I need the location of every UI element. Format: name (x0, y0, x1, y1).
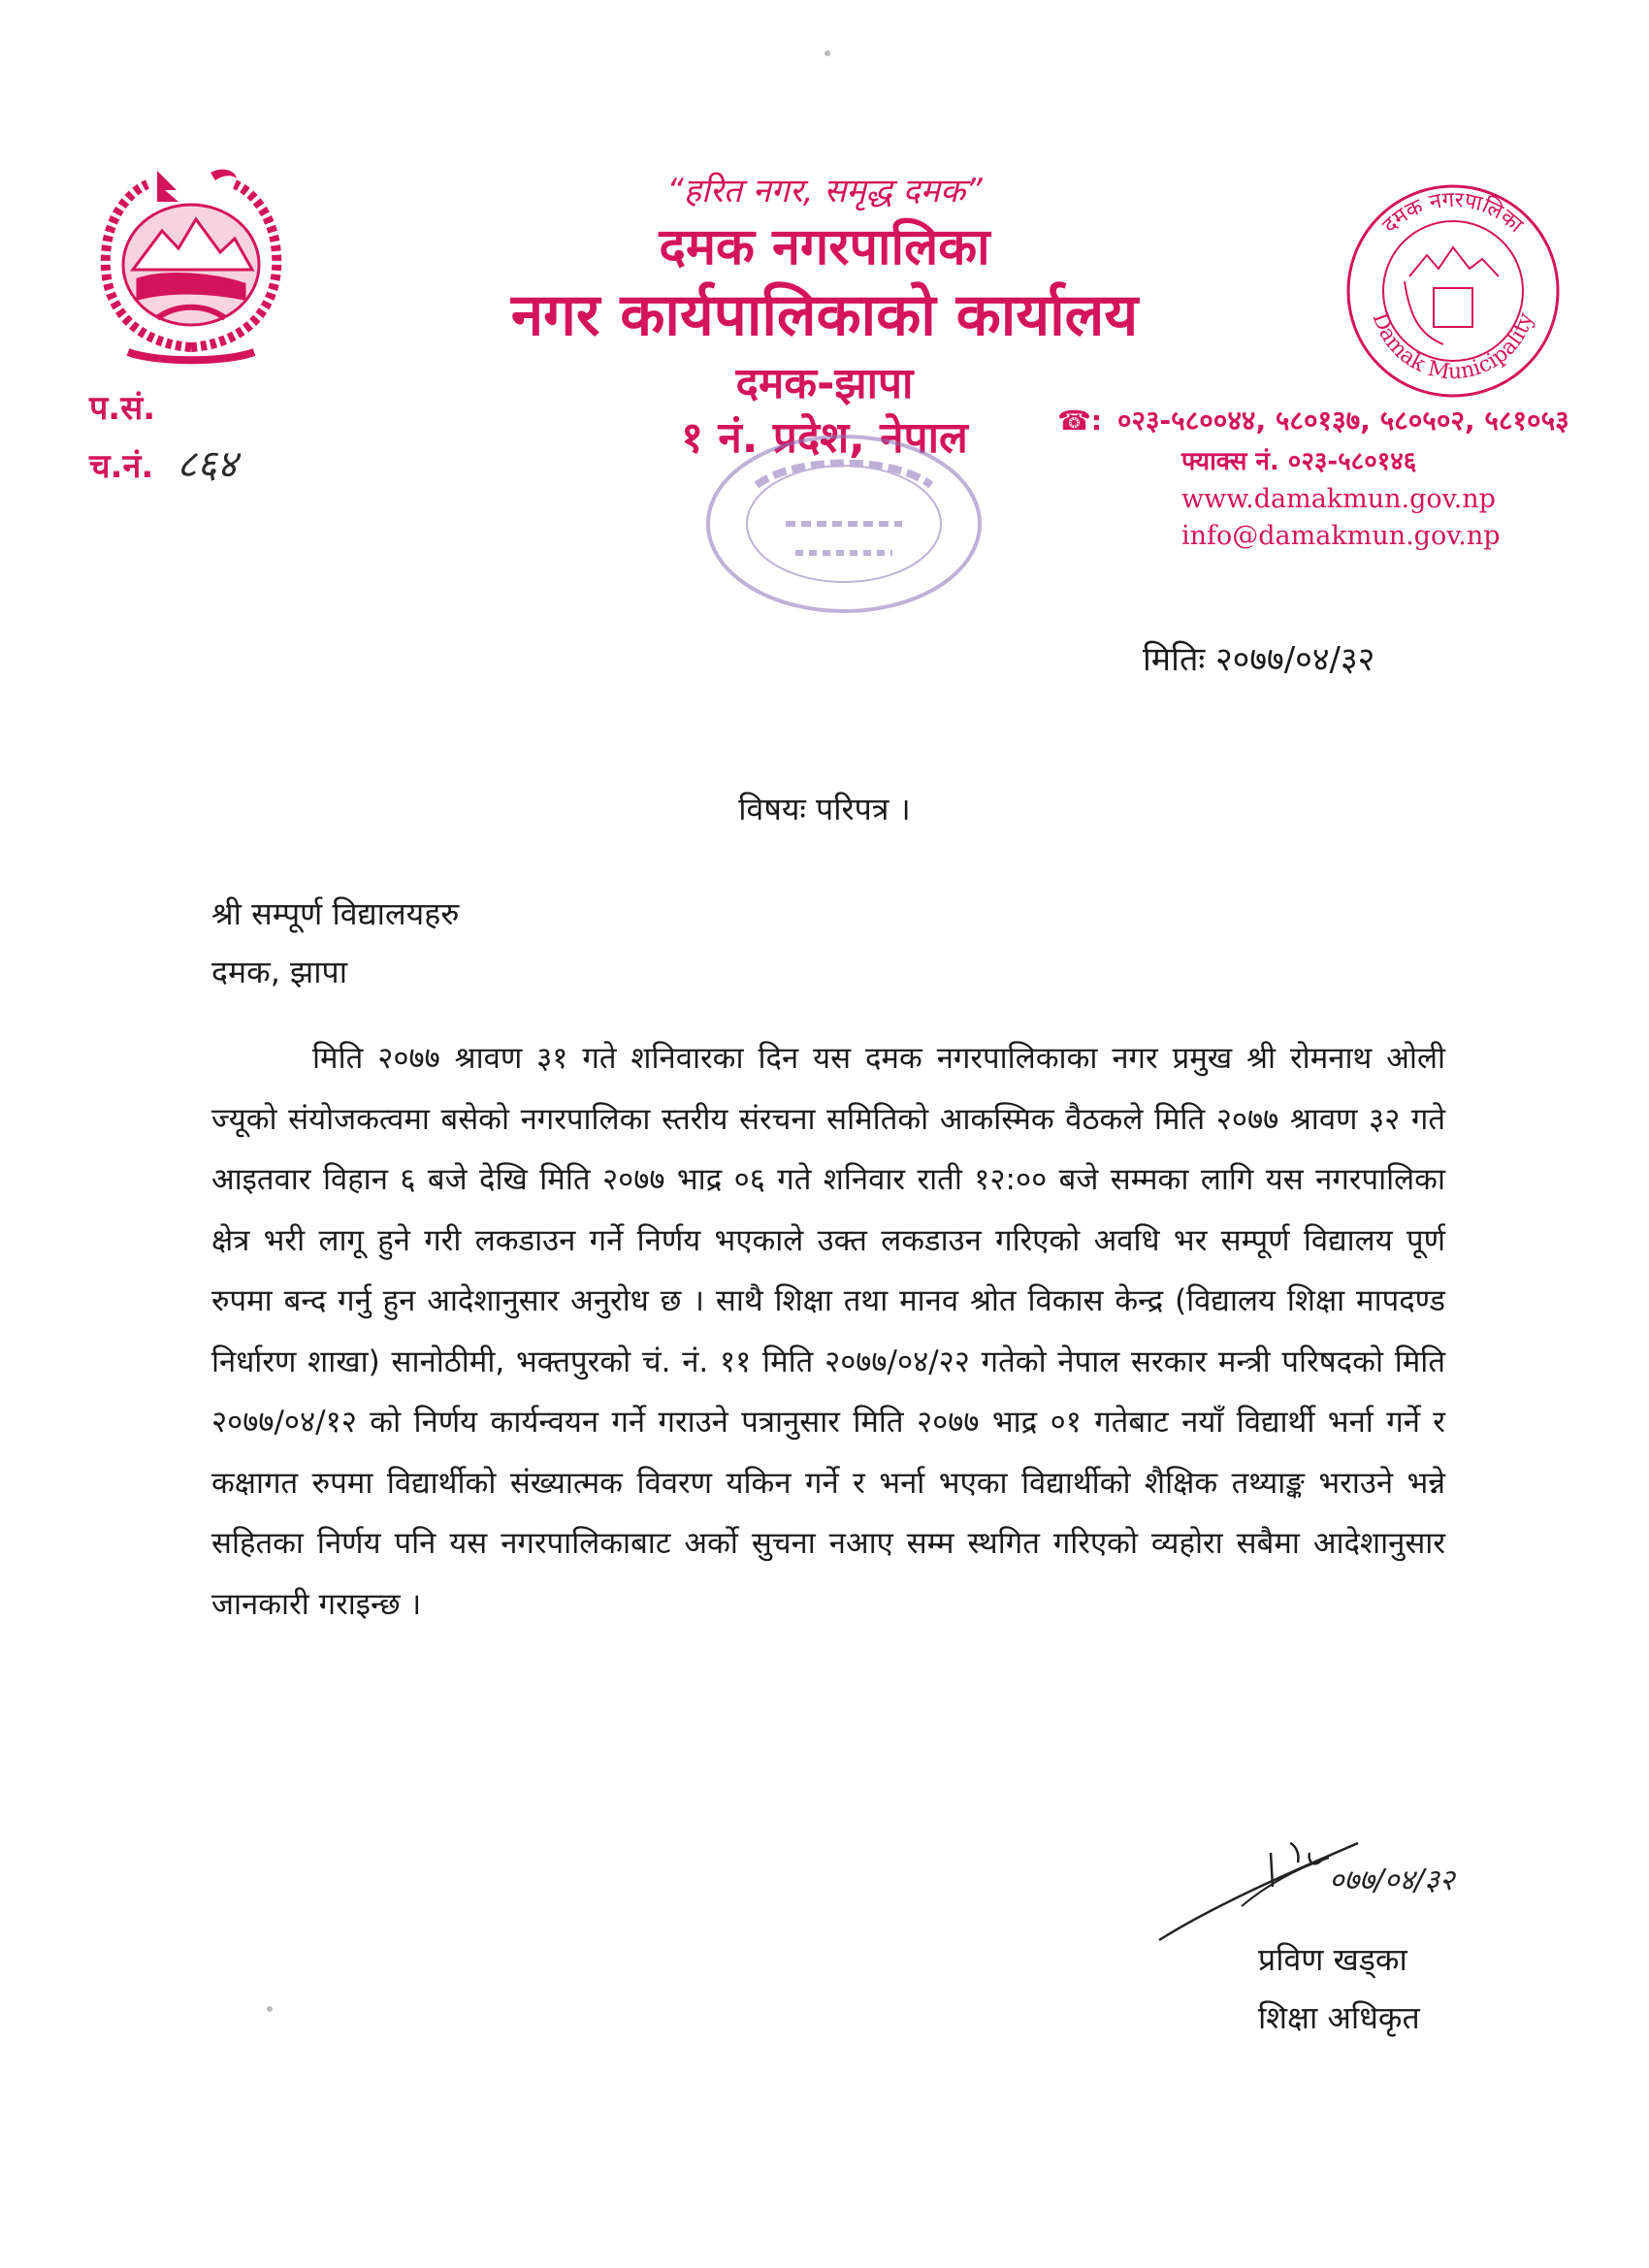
office-stamp-icon (698, 427, 989, 621)
email-link[interactable]: info@damakmun.gov.np (1181, 521, 1501, 551)
addressee-line-2: दमक, झापा (211, 954, 347, 990)
cn-value: ८६४ (177, 442, 238, 487)
letter-date: मितिः २०७७/०४/३२ (1143, 640, 1375, 679)
district: दमक-झापा (735, 359, 914, 408)
municipality-name: दमक नगरपालिका (659, 218, 990, 276)
cn-label: च.नं. (89, 447, 154, 486)
svg-text:Damak Municipality (1367, 309, 1538, 384)
phone-icon: ☎: (1057, 405, 1103, 437)
ps-label: प.सं. (89, 389, 156, 428)
phone-numbers: ०२३-५८००४४, ५८०१३७, ५८०५०२, ५८१०५३ (1116, 405, 1569, 437)
nepal-emblem-icon (89, 163, 293, 367)
signer-name: प्रविण खड्का (1258, 1941, 1407, 1978)
office-name: नगर कार्यपालिकाको कार्यालय (510, 281, 1139, 349)
fax-number: फ्याक्स नं. ०२३-५८०१४६ (1181, 447, 1417, 476)
signature-icon (1154, 1814, 1542, 1950)
website-link[interactable]: www.damakmun.gov.np (1181, 484, 1496, 514)
scan-speck (824, 50, 830, 56)
seal-bottom-text: Damak Municipality (1367, 309, 1539, 385)
signer-block (1258, 1930, 1420, 2047)
svg-text:दमक नगरपालिका (1378, 188, 1528, 239)
reference-block (89, 380, 238, 495)
signer-title: शिक्षा अधिकृत (1258, 1999, 1420, 2036)
motto: “हरित नगर, समृद्ध दमक” (666, 172, 983, 211)
signature-date: ०७७/०४/३२ (1329, 1863, 1455, 1897)
contact-block (1057, 400, 1600, 555)
province: १ नं. प्रदेश, नेपाल (681, 413, 968, 463)
seal-top-text: दमक नगरपालिका (1377, 187, 1528, 239)
subject-line: विषयः परिपत्र । (738, 791, 911, 827)
addressee-line-1: श्री सम्पूर्ण विद्यालयहरु (211, 895, 460, 932)
scan-speck (267, 2006, 273, 2012)
addressee-block (211, 885, 459, 1001)
letter-body: मिति २०७७ श्रावण ३१ गते शनिवारका दिन यस दमक नगरपालिकाका नगर प्रमुख श्री रोमनाथ ओली ज्यूको संयोजकत्वमा बसेको नगरपालिका स्तरीय संरचना समितिको आकस्मिक वैठकले मिति २०७७ श्रावण ३२ गते आइतवार विहान ६ बजे देखि मिति २०७७ भाद्र ०६ गते शनिवार राती १२:०० बजे सम्मका लागि यस नगरपालिका क्षेत्र भरी लागू हुने गरी लकडाउन गर्ने निर्णय भएकाले उक्त लकडाउन गरिएको अवधि भर सम्पूर्ण विद्यालय पूर्ण रुपमा बन्द गर्नु हुन आदेशानुसार अनुरोध छ । साथै शिक्षा तथा मानव श्रोत विकास केन्द्र (विद्यालय शिक्षा मापदण्ड निर्धारण शाखा) सानोठीमी, भक्तपुरको चं. नं. ११ मिति २०७७/०४/२२ गतेको नेपाल सरकार मन्त्री परिषदको मिति २०७७/०४/१२ को निर्णय कार्यन्वयन गर्ने गराउने पत्रानुसार मिति २०७७ भाद्र ०१ गतेबाट नयाँ विद्यार्थी भर्ना गर्ने र कक्षागत रुपमा विद्यार्थीको संख्यात्मक विवरण यकिन गर्ने र भर्ना भएका विद्यार्थीको शैक्षिक तथ्याङ्क भराउने भन्ने सहितका निर्णय पनि यस नगरपालिकाबाट अर्को सुचना नआए सम्म स्थगित गरिएको व्यहोरा सबैमा आदेशानुसार जानकारी गराइन्छ । (211, 1041, 1445, 1622)
municipality-seal-icon (1342, 179, 1565, 403)
